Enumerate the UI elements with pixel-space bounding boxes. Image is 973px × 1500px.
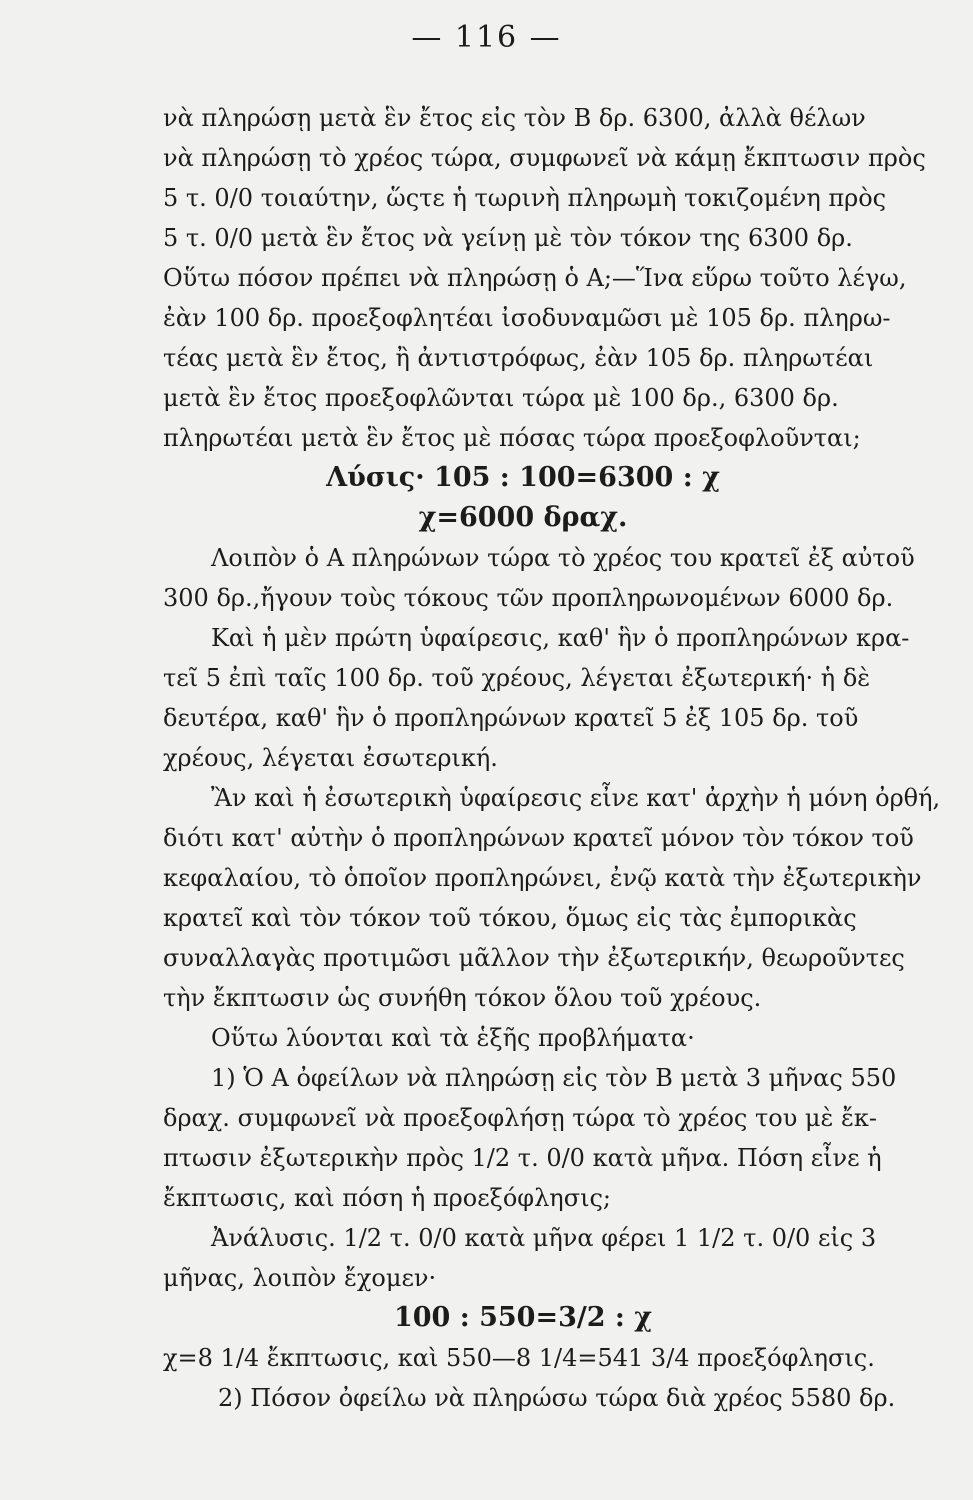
- equation-proportion: Λύσις· 105 : 100=6300 : χ: [326, 462, 720, 493]
- equation-proportion-2: 100 : 550=3/2 : χ: [393, 1302, 653, 1333]
- problem-1: 1) Ὁ Α ὀφείλων νὰ πληρώσῃ εἰς τὸν Β μετὰ 3 μῆνας 550: [211, 1064, 897, 1092]
- text-line: τεῖ 5 ἐπὶ ταῖς 100 δρ. τοῦ χρέους, λέγεται ἐξωτερική· ἡ δὲ: [163, 664, 871, 692]
- equation-result-2: χ=8 1/4 ἔκπτωσις, καὶ 550—8 1/4=541 3/4 προεξόφλησις.: [163, 1344, 875, 1372]
- text-line: 5 τ. 0/0 μετὰ ἓν ἔτος νὰ γείνῃ μὲ τὸν τόκον της 6300 δρ.: [163, 224, 853, 252]
- text-line: Ἂν καὶ ἡ ἐσωτερικὴ ὑφαίρεσις εἶνε κατ' ἀρχὴν ἡ μόνη ὀρθή,: [211, 784, 941, 812]
- problem-2: 2) Πόσον ὀφείλω νὰ πληρώσω τώρα διὰ χρέος 5580 δρ.: [218, 1384, 896, 1412]
- text-line: ἐὰν 100 δρ. προεξοφλητέαι ἰσοδυναμῶσι μὲ 105 δρ. πληρω-: [163, 304, 891, 332]
- body-text: [163, 98, 953, 1418]
- text-line: νὰ πληρώσῃ μετὰ ἓν ἔτος εἰς τὸν Β δρ. 6300, ἀλλὰ θέλων: [163, 104, 866, 132]
- text-line: νὰ πληρώσῃ τὸ χρέος τώρα, συμφωνεῖ νὰ κάμῃ ἔκπτωσιν πρὸς: [163, 144, 926, 172]
- text-line: δραχ. συμφωνεῖ νὰ προεξοφλήσῃ τώρα τὸ χρέος του μὲ ἔκ-: [163, 1104, 878, 1132]
- text-line: τέας μετὰ ἓν ἔτος, ἢ ἀντιστρόφως, ἐὰν 105 δρ. πληρωτέαι: [163, 344, 874, 372]
- text-line: χρέους, λέγεται ἐσωτερική.: [163, 744, 498, 772]
- text-line: κεφαλαίου, τὸ ὁποῖον προπληρώνει, ἐνῷ κατὰ τὴν ἐξωτερικὴν: [163, 864, 922, 892]
- text-line: μετὰ ἓν ἔτος προεξοφλῶνται τώρα μὲ 100 δρ., 6300 δρ.: [163, 384, 839, 412]
- text-line: Λοιπὸν ὁ Α πληρώνων τώρα τὸ χρέος του κρατεῖ ἐξ αὐτοῦ: [211, 544, 915, 572]
- equation-result: χ=6000 δραχ.: [418, 502, 628, 533]
- text-line: Καὶ ἡ μὲν πρώτη ὑφαίρεσις, καθ' ἣν ὁ προπληρώνων κρα-: [211, 624, 910, 652]
- text-line: τὴν ἔκπτωσιν ὡς συνήθη τόκον ὅλου τοῦ χρέους.: [163, 984, 762, 1012]
- text-line: ἔκπτωσις, καὶ πόση ἡ προεξόφλησις;: [163, 1184, 612, 1212]
- text-line: Οὕτω πόσον πρέπει νὰ πληρώσῃ ὁ Α;—Ἵνα εὕρω τοῦτο λέγω,: [163, 264, 907, 292]
- text-line: Οὕτω λύονται καὶ τὰ ἑξῆς προβλήματα·: [211, 1024, 695, 1052]
- text-line: 300 δρ.,ἤγουν τοὺς τόκους τῶν προπληρωνομένων 6000 δρ.: [163, 584, 894, 612]
- analysis-line: Ἀνάλυσις. 1/2 τ. 0/0 κατὰ μῆνα φέρει 1 1/2 τ. 0/0 εἰς 3: [211, 1224, 877, 1252]
- text-line: 5 τ. 0/0 τοιαύτην, ὥςτε ἡ τωρινὴ πληρωμὴ τοκιζομένη πρὸς: [163, 184, 887, 212]
- text-line: πληρωτέαι μετὰ ἓν ἔτος μὲ πόσας τώρα προεξοφλοῦνται;: [163, 424, 861, 452]
- text-line: μῆνας, λοιπὸν ἔχομεν·: [163, 1264, 437, 1292]
- text-line: πτωσιν ἐξωτερικὴν πρὸς 1/2 τ. 0/0 κατὰ μῆνα. Πόση εἶνε ἡ: [163, 1144, 882, 1172]
- text-line: διότι κατ' αὐτὴν ὁ προπληρώνων κρατεῖ μόνον τὸν τόκον τοῦ: [163, 824, 914, 852]
- text-line: δευτέρα, καθ' ἣν ὁ προπληρώνων κρατεῖ 5 ἐξ 105 δρ. τοῦ: [163, 704, 859, 732]
- text-line: συναλλαγὰς προτιμῶσι μᾶλλον τὴν ἐξωτερικήν, θεωροῦντες: [163, 944, 905, 972]
- text-line: κρατεῖ καὶ τὸν τόκον τοῦ τόκου, ὅμως εἰς τὰς ἐμπορικὰς: [163, 904, 857, 932]
- page-number: — 116 —: [411, 20, 562, 55]
